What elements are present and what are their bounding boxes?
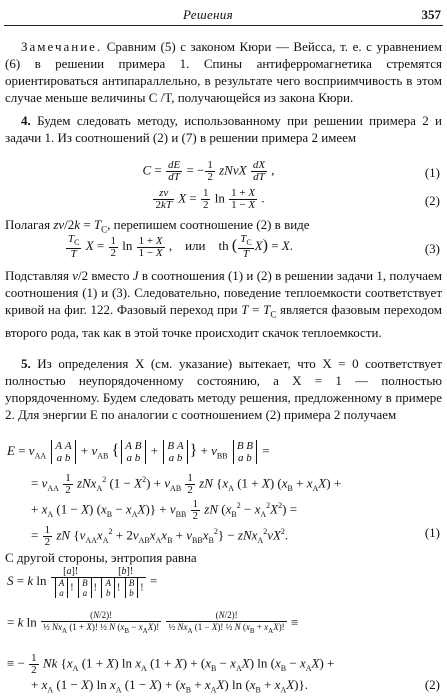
entropy-intro [5,549,442,566]
equation-4-1: C = $\frac{dE}{dT}$ = − $\frac{1}{2}$ zNvX $\frac{dX}{dT}$ , (1) [142,159,440,183]
remark-paragraph [5,38,442,106]
section-5-number: 5. [21,356,31,371]
energy-line-2: = $v_{AA}$ $\frac{1}{2}$ zNx$_A^2$ $(1 - X^2) + v_{AB}$ $\frac{1}{2}$ zN {$x_A$ (1 + X) $(x_B + x_AX)$ + [31,472,342,496]
section-4-para3: Подставляя v/2 вместо J в соотношения (1) и (2) в решении задачи 1, получаем соотношения (1) и (3). Следовательно, поведение теплоемкости соответствует кривой на фиг. 122. Фазовый переход при $T = T_C$ является фазовым переходом второго рода, так как в этой точке происходит скачок теплоемкости. [5,268,442,340]
section-4-para2: Полагая $zv/2k = T_C$, перепишем соотношение (2) в виде [5,217,310,235]
section-5-intro-text: Из определения X (см. указание) вытекает, что X = 0 соответствует полностью неупорядоченному состоянию, а X = 1 — полностью упорядоченному. Будем следовать методу решения, предложенному в примере 2. Для энергии E по аналогии с соотношением (2) примера 2 получаем [5,356,442,422]
entropy-intro-text: С другой стороны, энтропия равна [5,550,197,565]
eq-number: (3) [424,241,440,256]
equation-4-2: $\frac{zv}{2kT}$ X = $\frac{1}{2}$ ln $\frac{1 + X}{1 - X}$ . (2) [155,187,440,211]
section-4-number: 4. [21,113,31,128]
entropy-line-2: = k ln $\frac{(N/2)!}{\frac{1}{2} Nx_A (1 + X)! \frac{1}{2} N (x_B - x_AX)!}$ $\frac{(N/2)!}{\frac{1}{2} Nx_A (1 - X)! \frac{1}{2} N (x_B + x_AX)!}$ ≡ [7,610,299,635]
eq-number: (2) [424,677,440,692]
eq-number: (1) [424,165,440,180]
eq-number: (2) [424,193,440,208]
section-4-intro-text: Будем следовать методу, использованному при решении примера 2 и задачи 1. Из соотношений (2) и (7) в решении примера 2 имеем [5,113,442,145]
header-rule [4,25,443,26]
energy-line-3: + $x_A$ (1 − X) $(x_B - x_AX)\} + v_{BB}$ $\frac{1}{2}$ zN $(x_B^2 - x_A^2X^2)$ = [31,498,298,522]
entropy-line-3: ≡ − $\frac{1}{2}$ Nk {$x_A$ (1 + X) $\ln x_A$ $(1 + X) + (x_B - x_AX)$ $\ln (x_B - x_AX)$ + [7,652,335,676]
running-header [0,7,447,23]
header-title: Решения [183,7,233,22]
energy-line-4: = $\frac{1}{2}$ zN $\{v_{AA}x_A^2 + 2v_{AB}x_Ax_B + v_{BB}x_B^2\} - zNx_A^2vX^2$. (1) [31,524,440,548]
section-4-intro [5,112,442,146]
energy-line-1: $E = v_{AA}$ A A a b + $v_{AB}$ { A B a b + B A a b } + $v_{BB}$ B B a b = [7,440,270,464]
eq-number: (1) [424,525,440,540]
or-word: или [185,238,206,254]
page-number: 357 [421,7,441,22]
entropy-line-1: S = k ln [a]! [b]! A a ! B a ! A b ! B b ! = [7,566,158,598]
section-5-intro [5,355,442,423]
remark-label: Замечание. [21,39,103,54]
entropy-line-4: + $x_A$ (1 − X) $\ln x_A$ $(1 - X) + (x_B + x_AX)$ $\ln (x_B + x_AX)$}. (2) [31,677,440,695]
remark-text: Сравним (5) с законом Кюри — Вейсса, т. е. с уравнением (6) в решении примера 1. Спины антиферромагнетика стремятся ориентироваться антипараллельно, в результате чего восприимчивость в этом случае меньше величины C /T, получающейся из закона Кюри. [5,39,442,105]
equation-4-3: $\frac{T_C}{T}$ X = $\frac{1}{2}$ ln $\frac{1 + X}{1 - X}$ , или th ( $\frac{T_C}{T}$ X) = X. (3) [68,233,440,261]
